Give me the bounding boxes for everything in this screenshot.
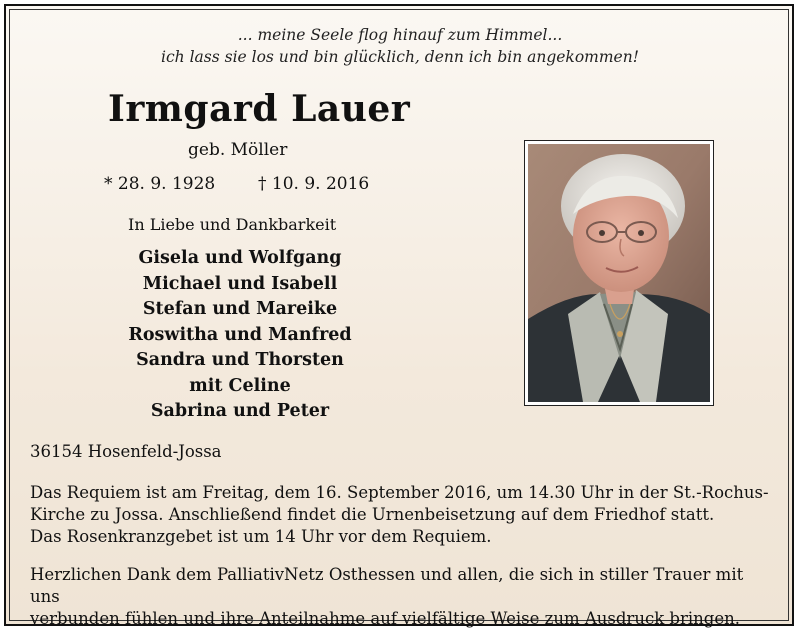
death-date: † 10. 9. 2016: [258, 174, 370, 194]
portrait-photo: [524, 140, 714, 406]
portrait-image: [528, 144, 710, 402]
gratitude-text: [30, 564, 775, 630]
birth-name: geb. Möller: [188, 140, 288, 160]
mourner-name: Michael und Isabell: [142, 273, 338, 294]
birth-date: * 28. 9. 1928: [104, 174, 216, 194]
deceased-name: Irmgard Lauer: [108, 88, 411, 130]
requiem-line: Das Rosenkranzgebet ist um 14 Uhr vor dem Requiem.: [30, 527, 492, 546]
quote-line-1: ... meine Seele flog hinauf zum Himmel...: [237, 26, 563, 44]
mourner-name: Sabrina und Peter: [150, 401, 330, 421]
quote-line-2: ich lass sie los und bin glücklich, denn ich bin angekommen!: [161, 48, 639, 66]
location: 36154 Hosenfeld-Jossa: [30, 442, 222, 461]
requiem-line: Das Requiem ist am Freitag, dem 16. September 2016, um 14.30 Uhr in der St.-Rochus-: [30, 483, 769, 502]
mourners-intro: In Liebe und Dankbarkeit: [128, 215, 337, 234]
mourner-name: mit Celine: [189, 375, 291, 396]
mourner-name: Gisela und Wolfgang: [138, 248, 342, 268]
gratitude-line: verbunden fühlen und ihre Anteilnahme auf vielfältige Weise zum Ausdruck bringen.: [30, 609, 740, 628]
requiem-info: [30, 482, 775, 548]
mourner-name: Roswitha und Manfred: [128, 324, 352, 345]
mourner-name: Sandra und Thorsten: [136, 350, 344, 370]
mourners-list: [80, 246, 400, 425]
requiem-line: Kirche zu Jossa. Anschließend findet die Urnenbeisetzung auf dem Friedhof statt.: [30, 505, 715, 524]
gratitude-line: Herzlichen Dank dem PalliativNetz Osthessen und allen, die sich in stiller Trauer mit uns: [30, 565, 744, 606]
mourner-name: Stefan und Mareike: [142, 299, 338, 319]
